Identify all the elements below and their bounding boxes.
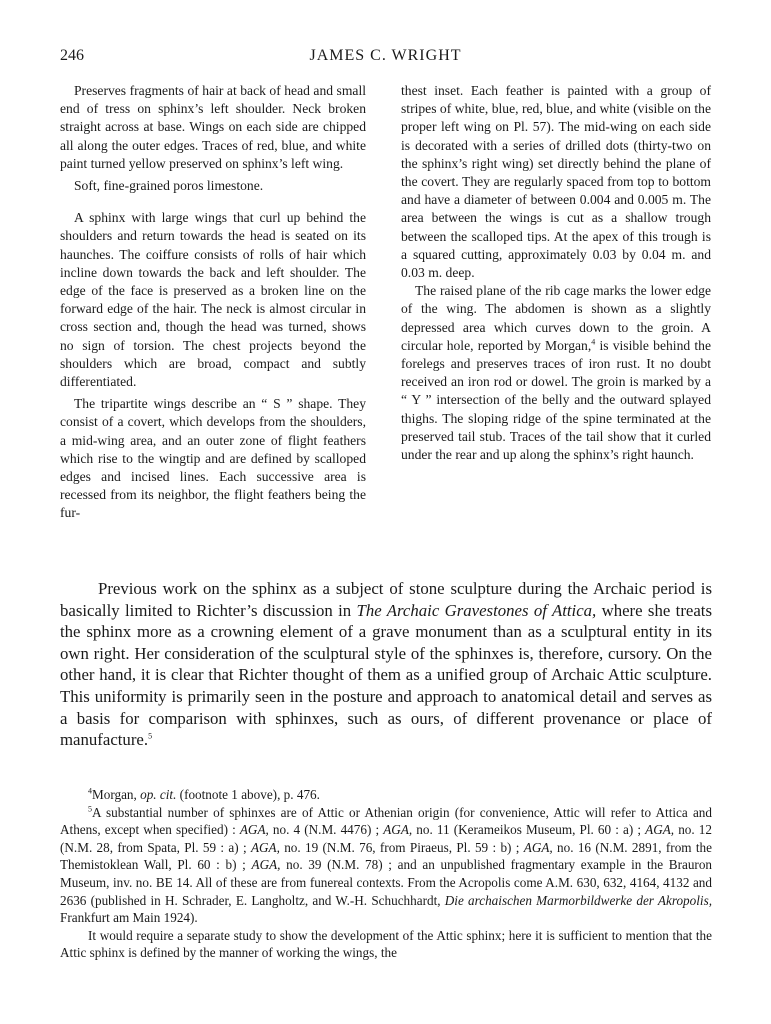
footnote-5-continued: It would require a separate study to show the development of the Attic sphinx; here it is sufficient to mention that the Attic sphinx is defined by the manner of working the wings, the — [60, 927, 712, 961]
book-title: The Archaic Gravestones of Attica, — [356, 600, 597, 620]
footnote-ref: 5 — [148, 731, 153, 741]
main-text — [60, 578, 712, 751]
paragraph: A sphinx with large wings that curl up behind the shoulders and return towards the head is seated on its haunches. The coiffure consists of rolls of hair which incline down towards the back and left shoulder. The edge of the face is preserved as a broken line on the forward edge of the hair. The neck is almost circular in cross section and, though the head was turned, shows no sign of torsion. The chest projects beyond the shoulders which are broad, compact and subtly differentiated. — [60, 210, 366, 390]
running-head: JAMES C. WRIGHT — [309, 47, 462, 64]
footnote-4: $^4$Morgan, op. cit. (footnote 1 above), p. 476. — [88, 786, 320, 802]
footnote-5: $^5$A substantial number of sphinxes are of Attic or Athenian origin (for convenience, Attic will refer to Attica and Athens, except when specified) : AGA, no. 4 (N.M. 4476) ; AGA, no. 11 (Kerameikos Museum, Pl. 60 : a) ; AGA, no. 12 (N.M. 28, from Spata, Pl. 59 : a) ; AGA, no. 19 (N.M. 76, from Piraeus, Pl. 59 : b) ; AGA, no. 16 (N.M. 2891, from the Themistoklean Wall, Pl. 60 : b) ; AGA, no. 39 (N.M. 78) ; and an unpublished fragmentary example in the Brauron Museum, inv. no. BE 14. All of these are from funereal contexts. From the Acropolis come A.M. 630, 632, 4164, 4132 and 2636 (published in H. Schrader, E. Langholtz, and W.-H. Schuchhardt, Die archaischen Marmorbildwerke der Akropolis, Frankfurt am Main 1924). — [60, 804, 713, 926]
paragraph: thest inset. Each feather is painted with a group of stripes of white, blue, red, blue, and white (visible on the proper left wing on Pl. 57). The mid-wing on each side is decorated with a series of drilled dots (thirty-two on the sphinx’s right wing) set directly behind the plane of the covert. They are regularly spaced from top to bottom and have a diameter of between 0.004 and 0.005 m. The area between the wings is cut as a shallow trough between the scalloped tips. At the apex of this trough is a squared cutting, approximately 0.03 by 0.04 m. and 0.03 m. deep. — [401, 83, 711, 281]
paragraph: Preserves fragments of hair at back of head and small end of tress on sphinx’s left shoulder. Neck broken straight across at base. Wings on each side are chipped all along the outer edges. Traces of red, blue, and white paint turned yellow preserved on sphinx’s left wing. — [60, 83, 366, 171]
paragraph: Previous work on the sphinx as a subject of stone sculpture during the Archaic period is basically limited to Richter’s discussion in The Archaic Gravestones of Attica, where she treats the sphinx more as a crowning element of a grave monument than as a sculptural entity in its own right. Her consideration of the sculptural style of the sphinxes is, therefore, cursory. On the other hand, it is clear that Richter thought of them as a unified group of Archaic Attic sculpture. This uniformity is primarily seen in the posture and approach to anatomical detail and serves as a basis for comparison with sphinxes, such as ours, of different provenance or place of manufacture.$^5$ — [60, 579, 712, 750]
footnote-ref: 4 — [591, 337, 596, 347]
paragraph: Soft, fine-grained poros limestone. — [74, 178, 264, 194]
footnotes — [60, 786, 712, 962]
paragraph: The tripartite wings describe an “ S ” shape. They consist of a covert, which develops from the shoulders, a mid-wing area, and an outer zone of flight feathers which rise to the wingtip and are defined by scalloped edges and incised lines. Each successive area is recessed from its neighbor, the flight feathers being the fur- — [60, 396, 366, 521]
right-column — [401, 82, 711, 464]
paragraph: The raised plane of the rib cage marks the lower edge of the wing. The abdomen is shown as a slightly depressed area which curves down to the groin. A circular hole, reported by Morgan,$^4$ is visible behind the forelegs and preserves traces of iron rust. It no doubt received an iron rod or dowel. The groin is marked by a “ Y ” intersection of the belly and the outward splayed thighs. The sloping ridge of the spine terminated at the preserved tail stub. Traces of the tail show that it curled under the rear and up along the sphinx’s right haunch. — [401, 283, 711, 463]
left-column — [60, 82, 366, 523]
page-number: 246 — [60, 47, 84, 64]
